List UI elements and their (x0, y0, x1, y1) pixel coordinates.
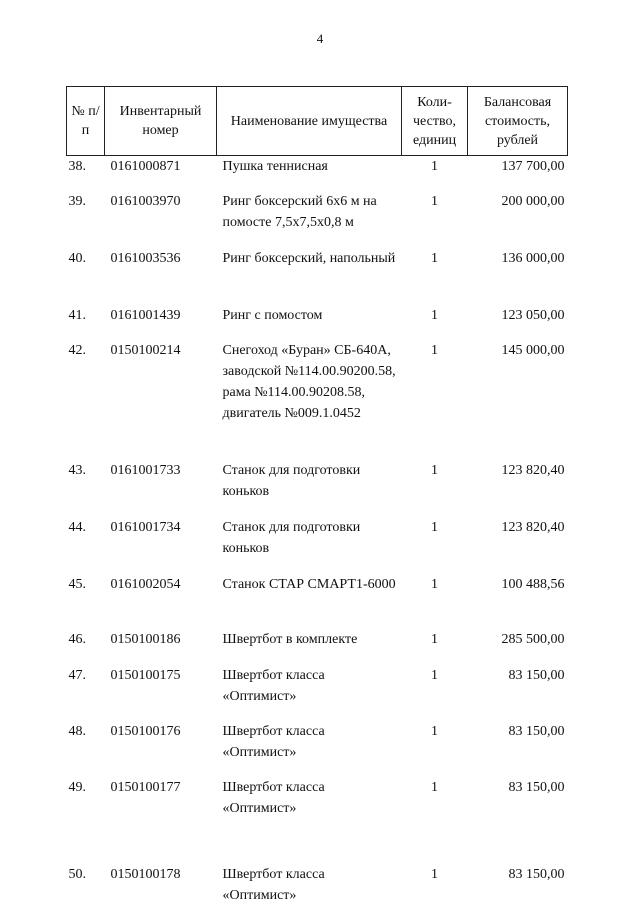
table-row (67, 244, 568, 301)
table-header-row (67, 87, 568, 156)
cell-name: Швертбот класса «Оптимист» (217, 661, 402, 717)
table-row (67, 301, 568, 336)
cell-inventory: 0150100175 (105, 661, 217, 717)
cell-cost: 145 000,00 (468, 336, 568, 456)
cell-quantity: 1 (402, 156, 468, 188)
cell-num: 39. (67, 187, 105, 244)
table-body (67, 156, 568, 906)
cell-quantity: 1 (402, 570, 468, 625)
cell-quantity: 1 (402, 717, 468, 773)
cell-cost: 123 820,40 (468, 456, 568, 513)
cell-cost: 100 488,56 (468, 570, 568, 625)
cell-cost: 137 700,00 (468, 156, 568, 188)
cell-quantity: 1 (402, 336, 468, 456)
cell-quantity: 1 (402, 860, 468, 906)
cell-cost: 83 150,00 (468, 773, 568, 860)
table-row (67, 456, 568, 513)
cell-num: 38. (67, 156, 105, 188)
header-num: № п/п (67, 87, 105, 156)
cell-inventory: 0161001733 (105, 456, 217, 513)
cell-name: Станок СТАР СМАРТ1-6000 (217, 570, 402, 625)
table-row (67, 570, 568, 625)
cell-num: 48. (67, 717, 105, 773)
cell-cost: 285 500,00 (468, 625, 568, 661)
cell-inventory: 0161001734 (105, 513, 217, 570)
table-row (67, 156, 568, 188)
cell-cost: 83 150,00 (468, 860, 568, 906)
cell-inventory: 0161003536 (105, 244, 217, 301)
cell-num: 43. (67, 456, 105, 513)
cell-quantity: 1 (402, 456, 468, 513)
table-row (67, 625, 568, 661)
cell-cost: 83 150,00 (468, 717, 568, 773)
cell-num: 45. (67, 570, 105, 625)
table-row (67, 661, 568, 717)
cell-inventory: 0161002054 (105, 570, 217, 625)
cell-inventory: 0150100176 (105, 717, 217, 773)
cell-name: Снегоход «Буран» СБ-640А, заводской №114.00.90200.58, рама №114.00.90208.58, двигатель №009.1.0452 (217, 336, 402, 456)
cell-num: 47. (67, 661, 105, 717)
cell-inventory: 0161000871 (105, 156, 217, 188)
cell-name: Швертбот класса «Оптимист» (217, 773, 402, 860)
table-row (67, 860, 568, 906)
header-cost: Балансовая стоимость, рублей (468, 87, 568, 156)
cell-quantity: 1 (402, 244, 468, 301)
table-row (67, 336, 568, 456)
cell-cost: 200 000,00 (468, 187, 568, 244)
cell-name: Швертбот в комплекте (217, 625, 402, 661)
cell-name: Ринг с помостом (217, 301, 402, 336)
cell-num: 40. (67, 244, 105, 301)
cell-num: 44. (67, 513, 105, 570)
table-row (67, 717, 568, 773)
cell-num: 50. (67, 860, 105, 906)
cell-quantity: 1 (402, 625, 468, 661)
cell-inventory: 0150100186 (105, 625, 217, 661)
property-table (66, 86, 568, 906)
cell-num: 46. (67, 625, 105, 661)
cell-quantity: 1 (402, 301, 468, 336)
page-number: 4 (0, 31, 640, 47)
cell-quantity: 1 (402, 661, 468, 717)
table-row (67, 773, 568, 860)
header-inventory: Инвентарный номер (105, 87, 217, 156)
cell-cost: 123 050,00 (468, 301, 568, 336)
header-quantity: Коли-чество, единиц (402, 87, 468, 156)
cell-name: Швертбот класса «Оптимист» (217, 717, 402, 773)
cell-name: Ринг боксерский, напольный (217, 244, 402, 301)
cell-inventory: 0150100214 (105, 336, 217, 456)
cell-name: Ринг боксерский 6х6 м на помосте 7,5х7,5х0,8 м (217, 187, 402, 244)
cell-quantity: 1 (402, 513, 468, 570)
header-name: Наименование имущества (217, 87, 402, 156)
table-row (67, 187, 568, 244)
cell-cost: 83 150,00 (468, 661, 568, 717)
cell-cost: 123 820,40 (468, 513, 568, 570)
cell-quantity: 1 (402, 187, 468, 244)
cell-name: Станок для подготовки коньков (217, 513, 402, 570)
cell-name: Станок для подготовки коньков (217, 456, 402, 513)
cell-name: Пушка теннисная (217, 156, 402, 188)
cell-inventory: 0150100178 (105, 860, 217, 906)
cell-num: 41. (67, 301, 105, 336)
cell-num: 42. (67, 336, 105, 456)
cell-num: 49. (67, 773, 105, 860)
cell-inventory: 0161001439 (105, 301, 217, 336)
cell-inventory: 0161003970 (105, 187, 217, 244)
cell-inventory: 0150100177 (105, 773, 217, 860)
cell-cost: 136 000,00 (468, 244, 568, 301)
cell-quantity: 1 (402, 773, 468, 860)
table-row (67, 513, 568, 570)
cell-name: Швертбот класса «Оптимист» (217, 860, 402, 906)
